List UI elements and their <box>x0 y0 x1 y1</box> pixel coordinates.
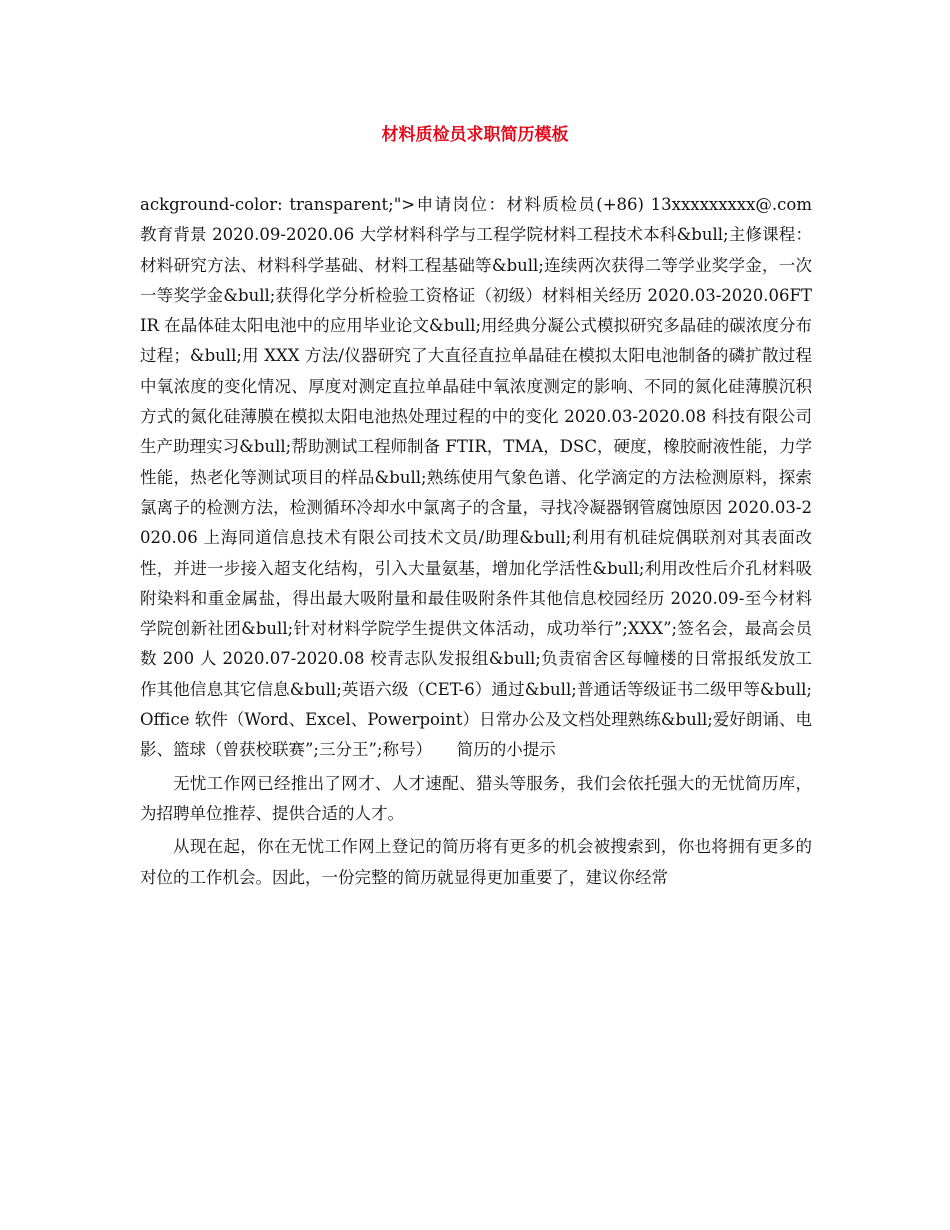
document-body <box>140 190 812 893</box>
tip-paragraph-2: 从现在起，你在无忧工作网上登记的简历将有更多的机会被搜索到，你也将拥有更多的对位的工作机会。因此，一份完整的简历就显得更加重要了，建议你经常 <box>140 837 812 887</box>
document-title: 材料质检员求职简历模板 <box>381 125 569 145</box>
resume-body-paragraph: ackground-color: transparent;">申请岗位：材料质检员(+86) 13xxxxxxxxx@.com 教育背景 2020.09-2020.06 大学材料科学与工程学院材料工程技术本科&bull;主修课程：材料研究方法、材料科学基础、材料工程基础等&bull;连续两次获得二等学业奖学金，一次一等奖学金&bull;获得化学分析检验工资格证（初级）材料相关经历 2020.03-2020.06FTIR 在晶体硅太阳电池中的应用毕业论文&bull;用经典分凝公式模拟研究多晶硅的碳浓度分布过程；&bull;用 XXX 方法/仪器研究了大直径直拉单晶硅在模拟太阳电池制备的磷扩散过程中氧浓度的变化情况、厚度对测定直拉单晶硅中氧浓度测定的影响、不同的氮化硅薄膜沉积方式的氮化硅薄膜在模拟太阳电池热处理过程的中的变化 2020.03-2020.08 科技有限公司生产助理实习&bull;帮助测试工程师制备 FTIR，TMA，DSC，硬度，橡胶耐液性能，力学性能，热老化等测试项目的样品&bull;熟练使用气象色谱、化学滴定的方法检测原料，探索氯离子的检测方法，检测循环冷却水中氯离子的含量，寻找冷凝器钢管腐蚀原因 2020.03-2020.06 上海同道信息技术有限公司技术文员/助理&bull;利用有机硅烷偶联剂对其表面改性，并进一步接入超支化结构，引入大量氨基，增加化学活性&bull;利用改性后介孔材料吸附染料和重金属盐，得出最大吸附量和最佳吸附条件其他信息校园经历 2020.09-至今材料学院创新社团&bull;针对材料学院学生提供文体活动，成功举行”;XXX”;签名会，最高会员数 200 人 2020.07-2020.08 校青志队发报组&bull;负责宿舍区每幢楼的日常报纸发放工作其他信息其它信息&bull;英语六级（CET-6）通过&bull;普通话等级证书二级甲等&bull;Office 软件（Word、Excel、Powerpoint）日常办公及文档处理熟练&bull;爱好朗诵、电影、篮球（曾获校联赛”;三分王”;称号） 简历的小提示 <box>140 195 812 760</box>
tip-paragraph-1: 无忧工作网已经推出了网才、人才速配、猎头等服务，我们会依托强大的无忧简历库，为招聘单位推荐、提供合适的人才。 <box>140 773 812 823</box>
